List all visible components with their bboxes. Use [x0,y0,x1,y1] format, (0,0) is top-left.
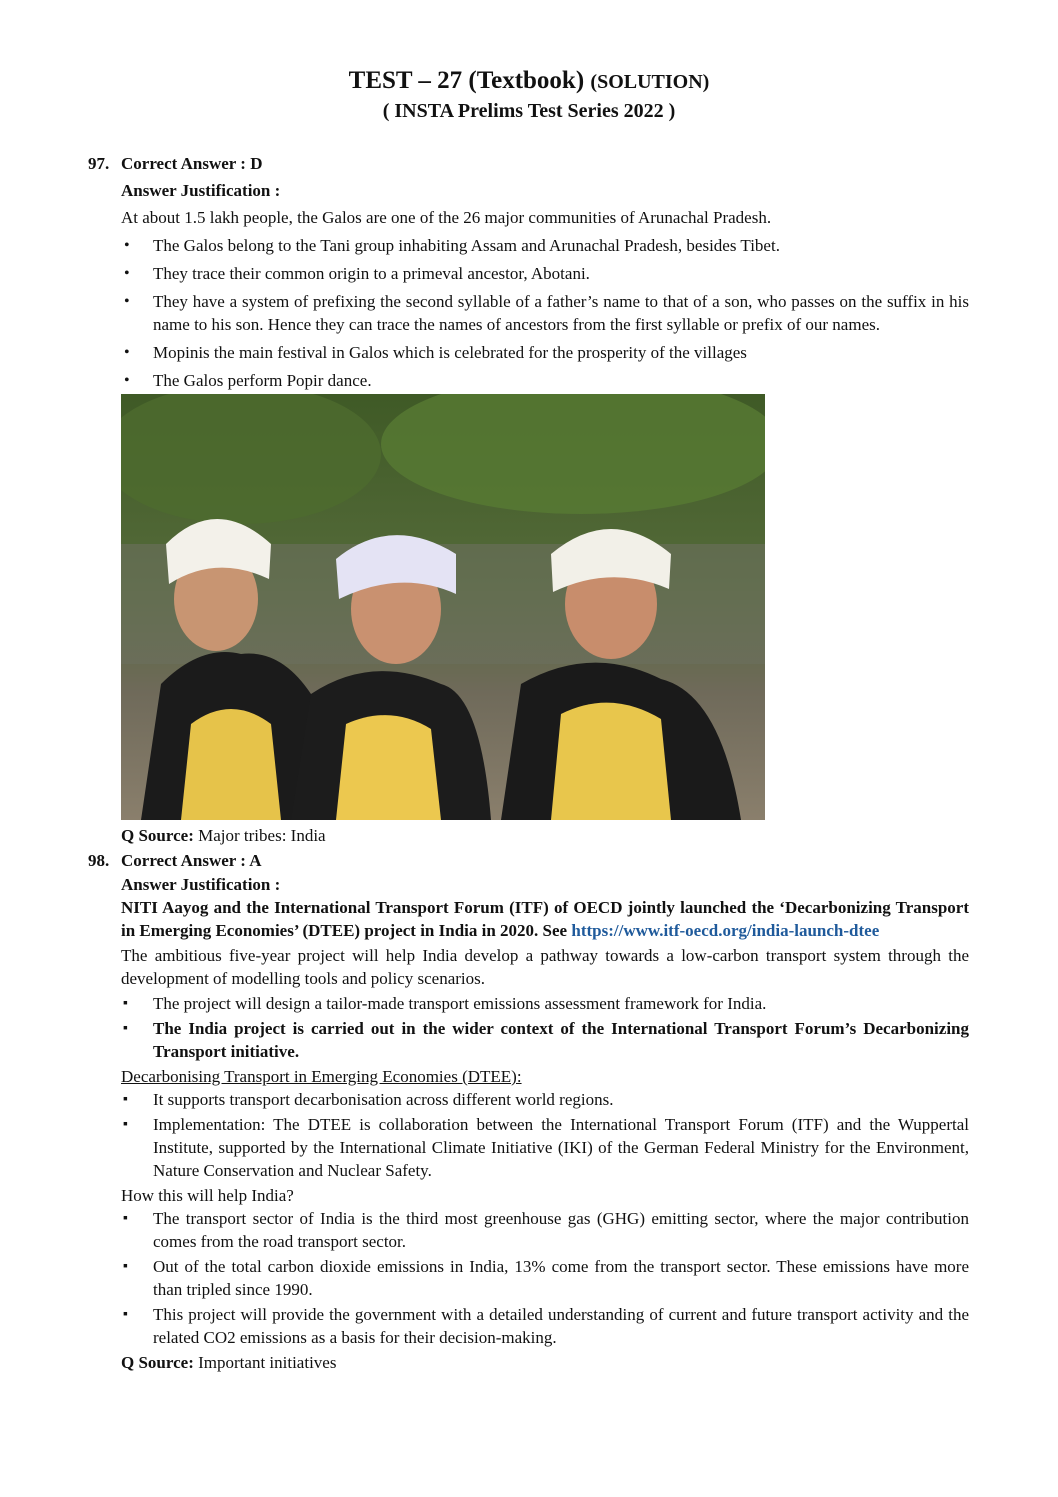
list-item: ▪ This project will provide the government with a detailed understanding of current and future transport activity and the related CO2 emissions as a basis for their decision-making. [121,1303,969,1349]
list-item: ▪ Implementation: The DTEE is collaboration between the International Transport Forum (ITF) and the Wuppertal Institute, supported by the International Climate Initiative (IKI) of the German Federal Ministry for the Environment, Nature Conservation and Nuclear Safety. [121,1113,969,1182]
page-title [0,66,1058,97]
q98-justification-label: Answer Justification : [121,875,281,894]
list-item: ▪ It supports transport decarbonisation across different world regions. [121,1088,969,1111]
q98-bullet-list-c [121,1207,969,1349]
content [88,152,969,1374]
q97-intro: At about 1.5 lakh people, the Galos are one of the 26 major communities of Arunachal Pradesh. [121,208,772,227]
page-subtitle: ( INSTA Prelims Test Series 2022 ) [382,100,676,122]
title-main: TEST – 27 (Textbook) [348,67,585,94]
list-item: • The Galos belong to the Tani group inhabiting Assam and Arunachal Pradesh, besides Tibet. [121,234,969,257]
list-item: • The Galos perform Popir dance. [121,369,969,392]
q98-number: 98. [88,851,110,870]
q98-lead-paragraph [121,896,969,942]
list-item: • They have a system of prefixing the second syllable of a father’s name to that of a son, who passes on the suffix in his name to his son. Hence they can trace the names of ancestors from the first syllable or prefix of our names. [121,290,969,336]
q97-source-text: Major tribes: India [198,826,326,845]
q98-bullet-list-a [121,992,969,1063]
list-item: • Mopinis the main festival in Galos which is celebrated for the prosperity of the villages [121,341,969,364]
galo-women-photo [121,394,765,820]
q98-correct-answer: Correct Answer : A [121,851,262,870]
list-item: ▪ Out of the total carbon dioxide emissions in India, 13% come from the transport sector. These emissions have more than tripled since 1990. [121,1255,969,1301]
q98-source [121,1351,969,1374]
q97-number: 97. [88,154,110,173]
dtee-heading: Decarbonising Transport in Emerging Economies (DTEE): [121,1067,522,1086]
dtee-link[interactable]: https://www.itf-oecd.org/india-launch-dtee [571,921,880,940]
q98-source-text: Important initiatives [198,1353,337,1372]
help-heading: How this will help India? [121,1186,294,1205]
list-item: • They trace their common origin to a primeval ancestor, Abotani. [121,262,969,285]
q97-bullet-list [121,234,969,392]
q97-correct-answer: Correct Answer : D [121,154,263,173]
q98-bullet-list-b [121,1088,969,1182]
q98-lead-text: NITI Aayog and the International Transport Forum (ITF) of OECD jointly launched the ‘Decarbonizing Transport in Emerging Economies’ (DTEE) project in India in 2020. See [121,898,969,940]
list-item-bold: ▪ The India project is carried out in the wider context of the International Transport Forum’s Decarbonizing Transport initiative. [121,1017,969,1063]
list-item: ▪ The project will design a tailor-made transport emissions assessment framework for India. [121,992,969,1015]
list-item: ▪ The transport sector of India is the third most greenhouse gas (GHG) emitting sector, where the major contribution comes from the road transport sector. [121,1207,969,1253]
q98-paragraph: The ambitious five-year project will help India develop a pathway towards a low-carbon transport system through the development of modelling tools and policy scenarios. [121,946,969,988]
q98-source-label: Q Source: [121,1353,194,1372]
q98-answer-line [88,849,969,872]
q97-justification-label: Answer Justification : [121,181,281,200]
title-solution: (SOLUTION) [590,71,710,93]
q97-source [121,824,969,847]
q97-answer-line [88,152,969,175]
q97-source-label: Q Source: [121,826,194,845]
